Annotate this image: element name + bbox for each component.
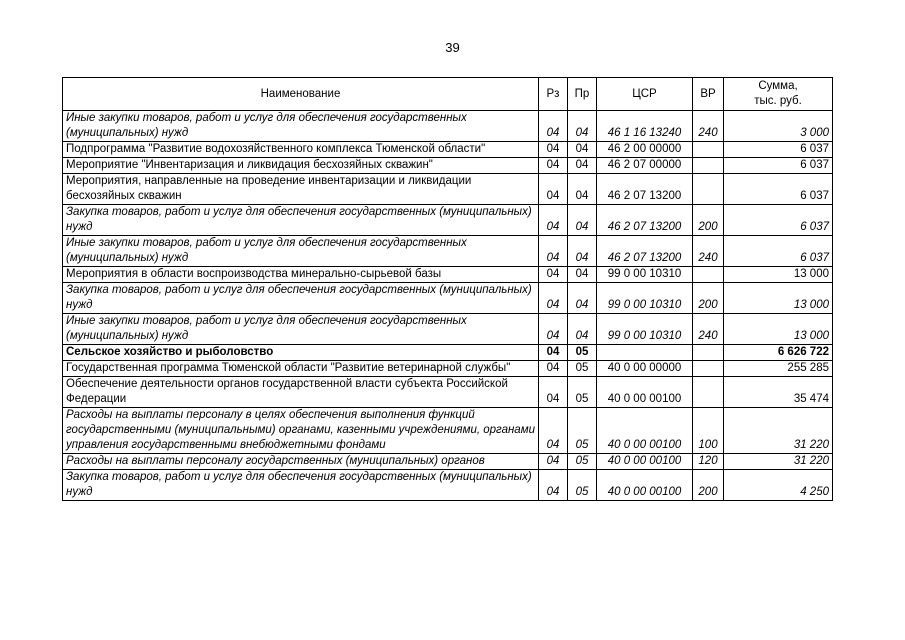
cell-sum: 255 285 xyxy=(724,361,833,377)
cell-pr: 05 xyxy=(568,470,597,501)
table-row xyxy=(63,361,833,377)
cell-name: Иные закупки товаров, работ и услуг для обеспечения государственных (муниципальных) нужд xyxy=(63,314,539,345)
cell-csr: 40 0 00 00100 xyxy=(597,454,693,470)
header-sum-line2: тыс. руб. xyxy=(754,95,802,107)
table-row xyxy=(63,377,833,408)
cell-rz: 04 xyxy=(539,361,568,377)
cell-name: Иные закупки товаров, работ и услуг для обеспечения государственных (муниципальных) нужд xyxy=(63,236,539,267)
cell-rz: 04 xyxy=(539,142,568,158)
cell-csr: 46 2 07 13200 xyxy=(597,174,693,205)
cell-vr: 200 xyxy=(693,470,724,501)
table-row xyxy=(63,470,833,501)
cell-sum: 31 220 xyxy=(724,454,833,470)
cell-vr: 200 xyxy=(693,283,724,314)
table-row xyxy=(63,454,833,470)
cell-sum: 4 250 xyxy=(724,470,833,501)
cell-name: Подпрограмма "Развитие водохозяйственного комплекса Тюменской области" xyxy=(63,142,539,158)
table-row xyxy=(63,236,833,267)
cell-vr: 240 xyxy=(693,236,724,267)
table-row xyxy=(63,408,833,454)
cell-vr: 120 xyxy=(693,454,724,470)
cell-rz: 04 xyxy=(539,267,568,283)
cell-pr: 05 xyxy=(568,377,597,408)
cell-name: Мероприятие "Инвентаризация и ликвидация бесхозяйных скважин" xyxy=(63,158,539,174)
cell-pr: 04 xyxy=(568,142,597,158)
table-row xyxy=(63,205,833,236)
cell-csr: 46 2 07 13200 xyxy=(597,236,693,267)
cell-name: Мероприятия, направленные на проведение инвентаризации и ликвидации бесхозяйных скважин xyxy=(63,174,539,205)
header-rz: Рз xyxy=(539,78,568,111)
cell-sum: 6 037 xyxy=(724,174,833,205)
header-name: Наименование xyxy=(63,78,539,111)
budget-table xyxy=(62,77,833,501)
table-row xyxy=(63,345,833,361)
cell-name: Расходы на выплаты персоналу государственных (муниципальных) органов xyxy=(63,454,539,470)
cell-pr: 04 xyxy=(568,205,597,236)
header-pr: Пр xyxy=(568,78,597,111)
cell-pr: 04 xyxy=(568,283,597,314)
cell-pr: 04 xyxy=(568,174,597,205)
table-row xyxy=(63,142,833,158)
cell-rz: 04 xyxy=(539,158,568,174)
cell-rz: 04 xyxy=(539,111,568,142)
cell-csr: 46 2 00 00000 xyxy=(597,142,693,158)
cell-name: Закупка товаров, работ и услуг для обеспечения государственных (муниципальных) нужд xyxy=(63,205,539,236)
cell-vr xyxy=(693,267,724,283)
cell-vr: 240 xyxy=(693,111,724,142)
cell-rz: 04 xyxy=(539,470,568,501)
cell-name: Сельское хозяйство и рыболовство xyxy=(63,345,539,361)
cell-pr: 05 xyxy=(568,454,597,470)
cell-rz: 04 xyxy=(539,377,568,408)
cell-pr: 04 xyxy=(568,111,597,142)
cell-sum: 31 220 xyxy=(724,408,833,454)
cell-sum: 6 037 xyxy=(724,205,833,236)
cell-vr: 240 xyxy=(693,314,724,345)
cell-vr xyxy=(693,345,724,361)
cell-rz: 04 xyxy=(539,345,568,361)
cell-rz: 04 xyxy=(539,205,568,236)
cell-sum: 6 037 xyxy=(724,236,833,267)
table-row xyxy=(63,283,833,314)
cell-sum: 13 000 xyxy=(724,314,833,345)
cell-vr: 200 xyxy=(693,205,724,236)
table-row xyxy=(63,158,833,174)
cell-name: Расходы на выплаты персоналу в целях обеспечения выполнения функций государственными (муниципальными) органами, казенными учреждениями, органами управления государственными внебюджетными фондами xyxy=(63,408,539,454)
cell-csr: 46 2 07 00000 xyxy=(597,158,693,174)
cell-sum: 6 037 xyxy=(724,158,833,174)
header-csr: ЦСР xyxy=(597,78,693,111)
cell-name: Мероприятия в области воспроизводства минерально-сырьевой базы xyxy=(63,267,539,283)
cell-csr: 99 0 00 10310 xyxy=(597,314,693,345)
header-sum xyxy=(724,78,833,111)
cell-vr xyxy=(693,361,724,377)
page-number: 39 xyxy=(445,40,460,55)
header-vr: ВР xyxy=(693,78,724,111)
cell-sum: 35 474 xyxy=(724,377,833,408)
cell-vr: 100 xyxy=(693,408,724,454)
table-header-row xyxy=(63,78,833,111)
cell-pr: 04 xyxy=(568,314,597,345)
cell-sum: 6 626 722 xyxy=(724,345,833,361)
cell-vr xyxy=(693,377,724,408)
cell-pr: 04 xyxy=(568,267,597,283)
cell-rz: 04 xyxy=(539,454,568,470)
cell-vr xyxy=(693,174,724,205)
cell-name: Государственная программа Тюменской области "Развитие ветеринарной службы" xyxy=(63,361,539,377)
cell-csr: 46 2 07 13200 xyxy=(597,205,693,236)
cell-rz: 04 xyxy=(539,236,568,267)
cell-csr: 40 0 00 00100 xyxy=(597,408,693,454)
cell-csr: 40 0 00 00000 xyxy=(597,361,693,377)
cell-name: Закупка товаров, работ и услуг для обеспечения государственных (муниципальных) нужд xyxy=(63,283,539,314)
header-sum-line1: Сумма, xyxy=(758,80,798,92)
cell-sum: 13 000 xyxy=(724,283,833,314)
cell-csr: 99 0 00 10310 xyxy=(597,283,693,314)
cell-csr: 46 1 16 13240 xyxy=(597,111,693,142)
table-row xyxy=(63,314,833,345)
cell-sum: 6 037 xyxy=(724,142,833,158)
cell-sum: 13 000 xyxy=(724,267,833,283)
cell-name: Иные закупки товаров, работ и услуг для обеспечения государственных (муниципальных) нужд xyxy=(63,111,539,142)
cell-sum: 3 000 xyxy=(724,111,833,142)
cell-vr xyxy=(693,158,724,174)
cell-csr: 40 0 00 00100 xyxy=(597,377,693,408)
cell-rz: 04 xyxy=(539,283,568,314)
cell-csr: 40 0 00 00100 xyxy=(597,470,693,501)
cell-pr: 05 xyxy=(568,345,597,361)
cell-csr: 99 0 00 10310 xyxy=(597,267,693,283)
cell-csr xyxy=(597,345,693,361)
cell-rz: 04 xyxy=(539,174,568,205)
cell-pr: 05 xyxy=(568,361,597,377)
cell-pr: 04 xyxy=(568,236,597,267)
cell-name: Закупка товаров, работ и услуг для обеспечения государственных (муниципальных) нужд xyxy=(63,470,539,501)
table-row xyxy=(63,111,833,142)
table-row xyxy=(63,267,833,283)
cell-pr: 05 xyxy=(568,408,597,454)
cell-rz: 04 xyxy=(539,408,568,454)
table-body xyxy=(63,111,833,501)
table-row xyxy=(63,174,833,205)
cell-name: Обеспечение деятельности органов государственной власти субъекта Российской Федерации xyxy=(63,377,539,408)
cell-pr: 04 xyxy=(568,158,597,174)
cell-vr xyxy=(693,142,724,158)
cell-rz: 04 xyxy=(539,314,568,345)
